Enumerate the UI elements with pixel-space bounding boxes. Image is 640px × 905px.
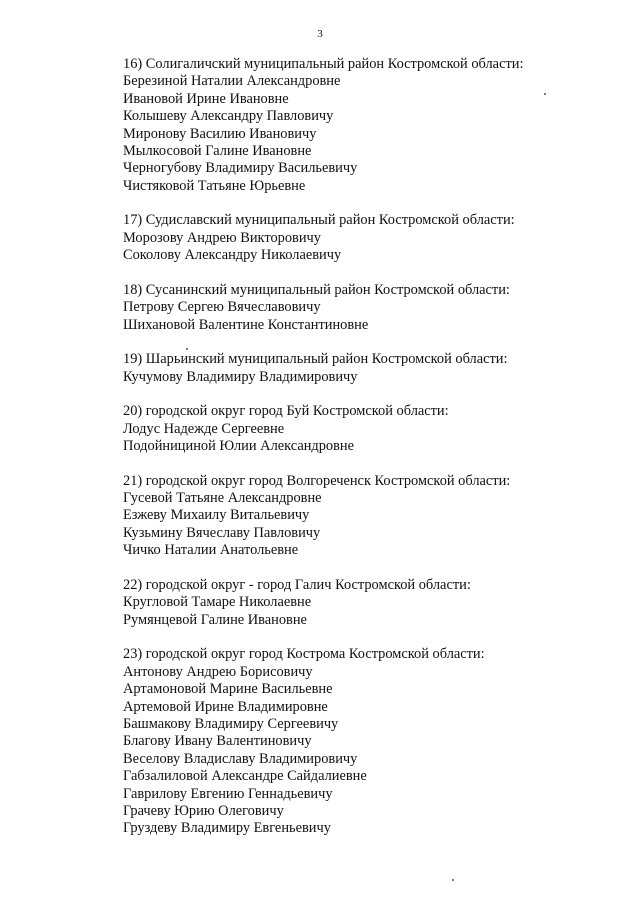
- section-title: 18) Сусанинский муниципальный район Костромской области:: [123, 281, 510, 298]
- person-name: Шихановой Валентине Константиновне: [123, 316, 369, 333]
- section-title: 20) городской округ город Буй Костромской области:: [123, 403, 449, 420]
- scan-speck: [544, 93, 546, 95]
- section-21: [123, 473, 623, 560]
- person-name: Антонову Андрею Борисовичу: [123, 663, 313, 680]
- person-name: Черногубову Владимиру Васильевичу: [123, 160, 358, 177]
- person-name: Кругловой Тамаре Николаевне: [123, 594, 312, 611]
- section-16: [123, 56, 623, 195]
- person-name: Артамоновой Марине Васильевне: [123, 681, 333, 698]
- section-20: [123, 403, 623, 455]
- scan-speck: [186, 348, 188, 350]
- person-name: Морозову Андрею Викторовичу: [123, 229, 321, 246]
- person-name: Ивановой Ирине Ивановне: [123, 90, 289, 107]
- person-name: Башмакову Владимиру Сергеевичу: [123, 715, 339, 732]
- person-name: Подойнициной Юлии Александровне: [123, 438, 355, 455]
- person-name: Езжеву Михаилу Витальевичу: [123, 507, 310, 524]
- document-body: [123, 56, 623, 855]
- section-23: [123, 646, 623, 837]
- person-name: Габзалиловой Александре Сайдалиевне: [123, 768, 367, 785]
- person-name: Чичко Наталии Анатольевне: [123, 542, 299, 559]
- section-19: [123, 351, 623, 386]
- person-name: Веселову Владиславу Владимировичу: [123, 750, 358, 767]
- person-name: Колышеву Александру Павловичу: [123, 108, 334, 125]
- section-title: 23) городской округ город Кострома Костромской области:: [123, 646, 485, 663]
- section-22: [123, 577, 623, 629]
- section-title: 22) городской округ - город Галич Костромской области:: [123, 576, 471, 593]
- person-name: Соколову Александру Николаевичу: [123, 247, 342, 264]
- scan-speck: [452, 879, 454, 881]
- person-name: Благову Ивану Валентиновичу: [123, 733, 312, 750]
- person-name: Артемовой Ирине Владимировне: [123, 698, 328, 715]
- section-title: 21) городской округ город Волгореченск Костромской области:: [123, 472, 511, 489]
- section-18: [123, 282, 623, 334]
- section-17: [123, 212, 623, 264]
- person-name: Гусевой Татьяне Александровне: [123, 490, 322, 507]
- person-name: Грачеву Юрию Олеговичу: [123, 802, 284, 819]
- section-title: 19) Шарьинский муниципальный район Костромской области:: [123, 351, 508, 368]
- person-name: Румянцевой Галине Ивановне: [123, 611, 307, 628]
- person-name: Лодус Надежде Сергеевне: [123, 420, 285, 437]
- person-name: Гаврилову Евгению Геннадьевичу: [123, 785, 333, 802]
- person-name: Кузьмину Вячеславу Павловичу: [123, 524, 321, 541]
- section-title: 17) Судиславский муниципальный район Костромской области:: [123, 212, 515, 229]
- person-name: Мылкосовой Галине Ивановне: [123, 143, 312, 160]
- person-name: Кучумову Владимиру Владимировичу: [123, 368, 358, 385]
- person-name: Чистяковой Татьяне Юрьевне: [123, 177, 306, 194]
- person-name: Миронову Василию Ивановичу: [123, 125, 317, 142]
- person-name: Березиной Наталии Александровне: [123, 73, 341, 90]
- person-name: Груздеву Владимиру Евгеньевичу: [123, 820, 331, 837]
- section-title: 16) Солигаличский муниципальный район Костромской области:: [123, 56, 524, 72]
- page-number: 3: [317, 28, 323, 40]
- person-name: Петрову Сергею Вячеславовичу: [123, 299, 321, 316]
